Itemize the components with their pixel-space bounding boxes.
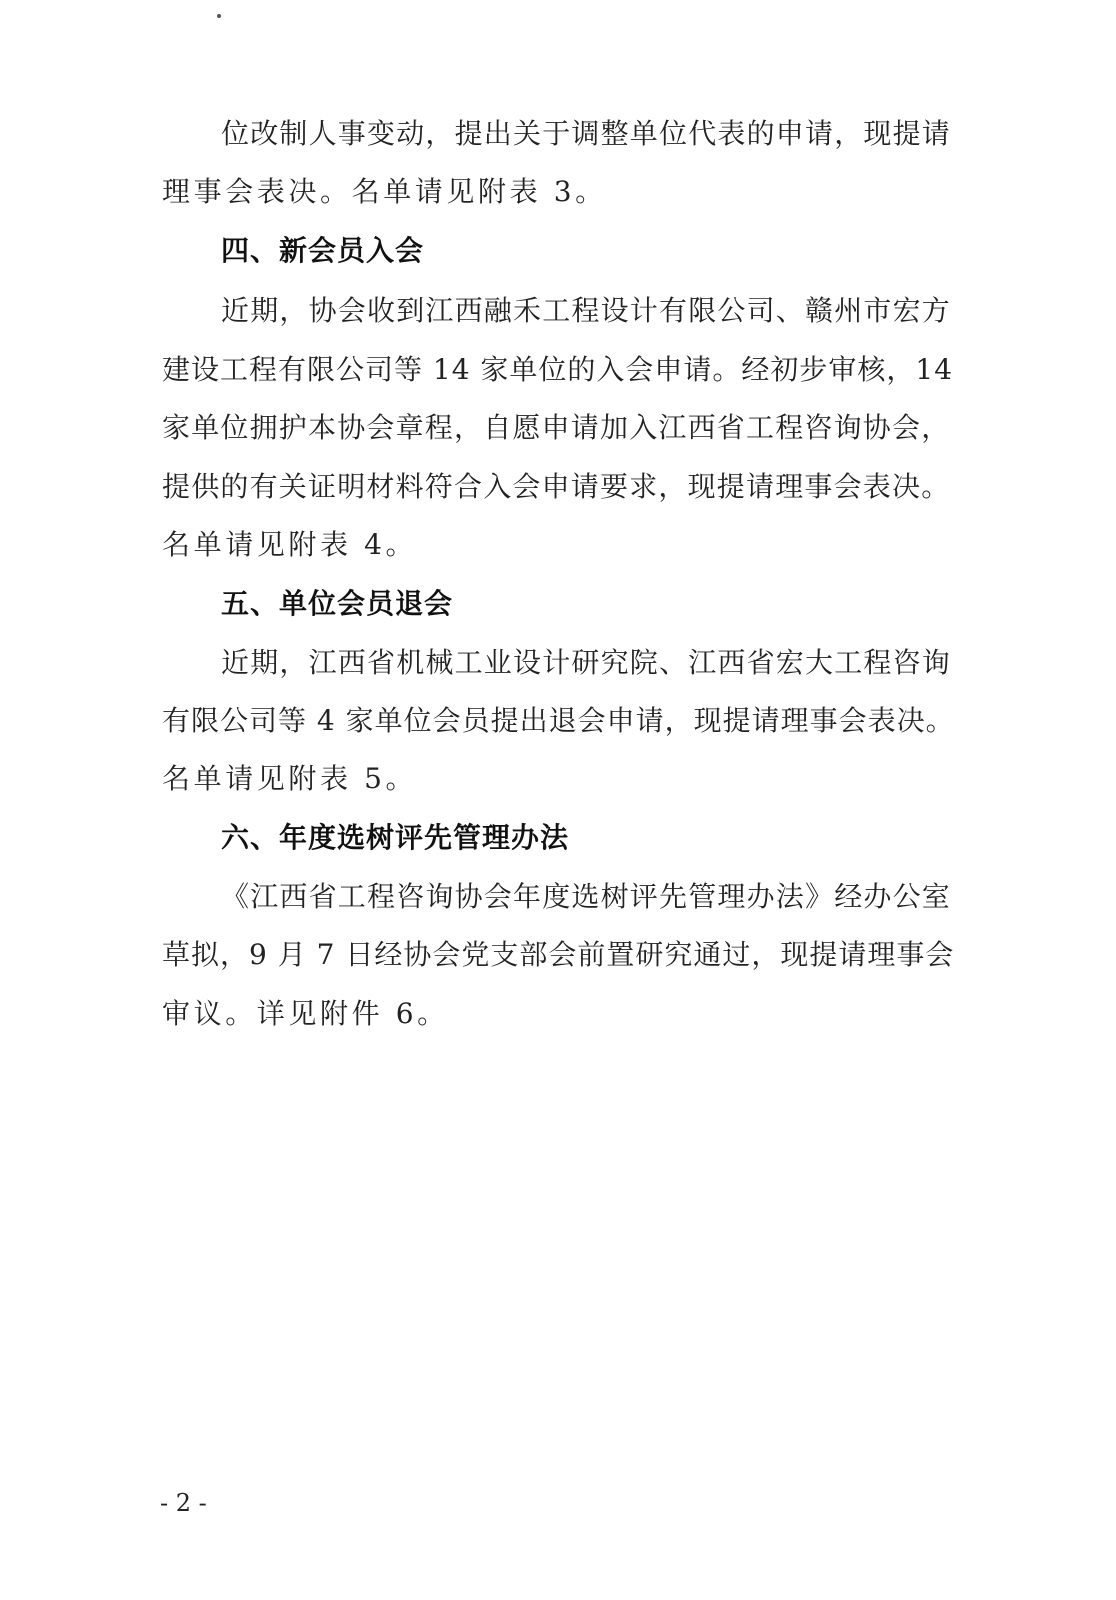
- scan-speck: [217, 14, 221, 18]
- paragraph-line: 名单请见附表 4。: [162, 528, 418, 561]
- section-heading-annual-awards: 六、年度选树评先管理办法: [221, 821, 570, 854]
- section-heading-member-withdrawal: 五、单位会员退会: [221, 587, 454, 620]
- paragraph-line: 位改制人事变动，提出关于调整单位代表的申请，现提请: [221, 117, 952, 150]
- paragraph-line: 审议。详见附件 6。: [162, 997, 449, 1030]
- paragraph-line: 提供的有关证明材料符合入会申请要求，现提请理事会表决。: [162, 470, 951, 503]
- paragraph-line: 近期，江西省机械工业设计研究院、江西省宏大工程咨询: [221, 646, 952, 679]
- paragraph-line: 近期，协会收到江西融禾工程设计有限公司、赣州市宏方: [221, 294, 952, 327]
- paragraph-line: 草拟，9 月 7 日经协会党支部会前置研究通过，现提请理事会: [162, 938, 955, 971]
- paragraph-line: 建设工程有限公司等 14 家单位的入会申请。经初步审核，14: [162, 353, 954, 386]
- paragraph-line: 名单请见附表 5。: [162, 762, 418, 795]
- paragraph-line: 有限公司等 4 家单位会员提出退会申请，现提请理事会表决。: [162, 704, 955, 737]
- paragraph-line: 家单位拥护本协会章程，自愿申请加入江西省工程咨询协会，: [162, 411, 951, 444]
- page-number: - 2 -: [160, 1489, 207, 1517]
- paragraph-line: 《江西省工程咨询协会年度选树评先管理办法》经办公室: [221, 880, 952, 913]
- section-heading-new-members: 四、新会员入会: [221, 234, 425, 267]
- paragraph-line: 理事会表决。名单请见附表 3。: [162, 175, 607, 208]
